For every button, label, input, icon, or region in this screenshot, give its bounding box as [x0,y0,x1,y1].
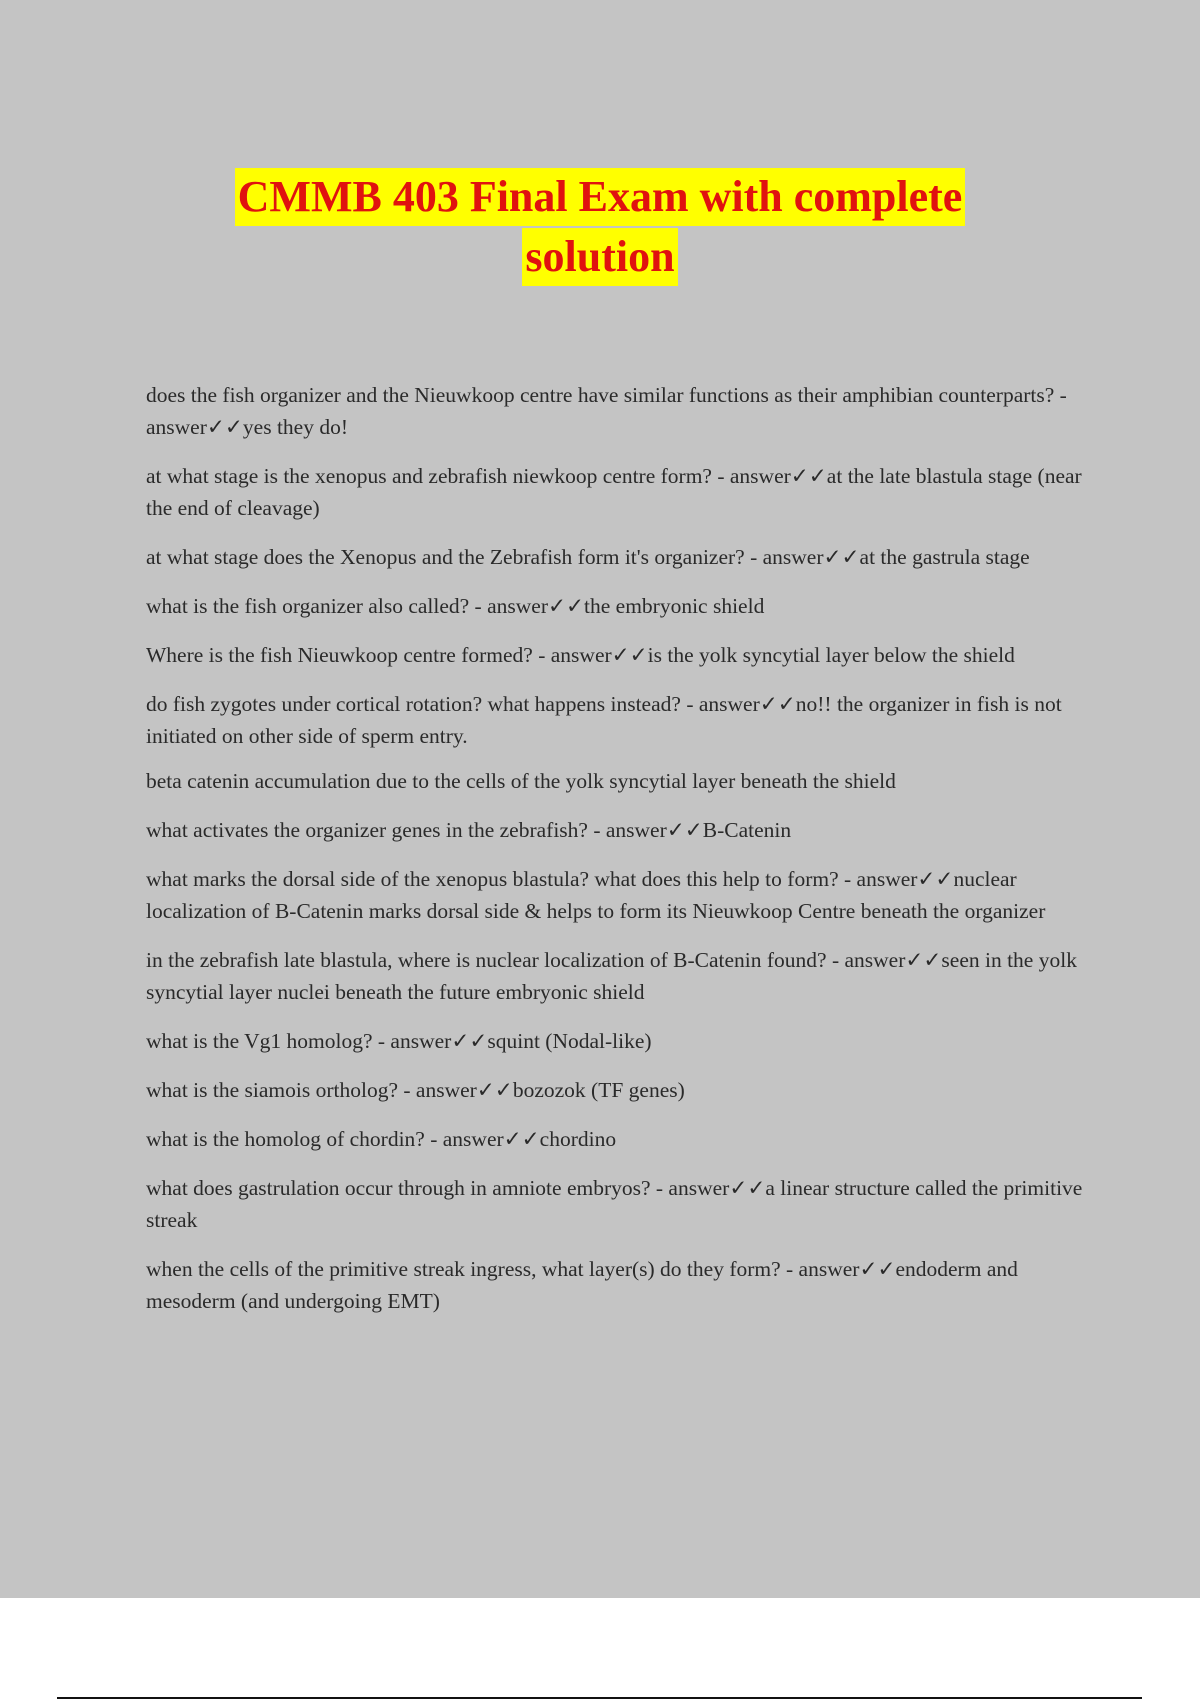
qa-item: what marks the dorsal side of the xenopus blastula? what does this help to form? - answer✓✓nuclear localization of B-Catenin marks dorsal side & helps to form its Nieuwkoop Centre beneath the organizer [146,867,1046,923]
qa-item: what does gastrulation occur through in amniote embryos? - answer✓✓a linear structure called the primitive streak [146,1176,1083,1232]
qa-item: at what stage does the Xenopus and the Zebrafish form it's organizer? - answer✓✓at the gastrula stage [146,545,1030,569]
qa-item: at what stage is the xenopus and zebrafish niewkoop centre form? - answer✓✓at the late blastula stage (near the end of cleavage) [146,464,1082,520]
title-line-1: CMMB 403 Final Exam with complete [235,168,966,226]
title-line-2: solution [522,228,677,286]
qa-item: do fish zygotes under cortical rotation? what happens instead? - answer✓✓no!! the organizer in fish is not initiated on other side of sperm entry. [146,692,1062,748]
qa-item: what activates the organizer genes in the zebrafish? - answer✓✓B-Catenin [146,818,792,842]
qa-item: when the cells of the primitive streak ingress, what layer(s) do they form? - answer✓✓endoderm and mesoderm (and undergoing EMT) [146,1257,1018,1313]
qa-item: what is the Vg1 homolog? - answer✓✓squint (Nodal-like) [146,1029,652,1053]
qa-item: Where is the fish Nieuwkoop centre formed? - answer✓✓is the yolk syncytial layer below the shield [146,643,1015,667]
qa-item: what is the homolog of chordin? - answer✓✓chordino [146,1127,617,1151]
qa-item: what is the siamois ortholog? - answer✓✓bozozok (TF genes) [146,1078,685,1102]
qa-item: what is the fish organizer also called? - answer✓✓the embryonic shield [146,594,765,618]
question-answer-list [146,379,1096,1334]
qa-item: in the zebrafish late blastula, where is nuclear localization of B-Catenin found? - answer✓✓seen in the yolk syncytial layer nuclei beneath the future embryonic shield [146,948,1077,1004]
qa-item: beta catenin accumulation due to the cells of the yolk syncytial layer beneath the shield [146,769,896,793]
document-title [0,168,1200,288]
bottom-divider [57,1697,1142,1699]
qa-item: does the fish organizer and the Nieuwkoop centre have similar functions as their amphibian counterparts? - answer✓✓yes they do! [146,383,1067,439]
